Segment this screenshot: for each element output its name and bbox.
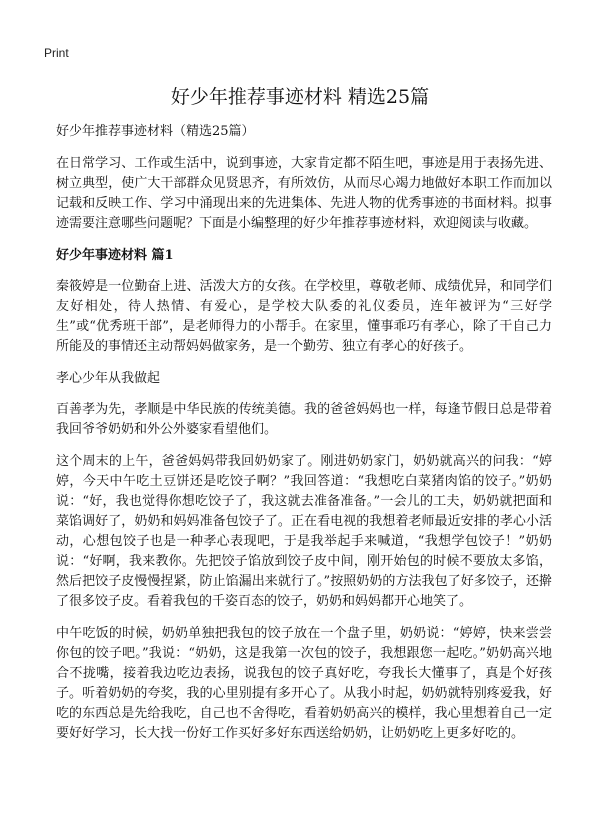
- article-body: [56, 122, 552, 756]
- print-link[interactable]: Print: [44, 46, 69, 60]
- article-subtitle: 好少年推荐事迹材料（精选25篇）: [56, 124, 255, 139]
- section-paragraph-4: 中午吃饭的时候，奶奶单独把我包的饺子放在一个盘子里，奶奶说：“婷婷，快来尝尝你包的饺子吧。”我说：“奶奶，这是我第一次包的饺子，我想跟您一起吃。”奶奶高兴地合不拢嘴，接着我边吃边表扬，说我包的饺子真好吃，夸我长大懂事了，真是个好孩子。听着奶奶的夸奖，我的心里别提有多开心了。从我小时起，奶奶就特别疼爱我，好吃的东西总是先给我吃，自己也不舍得吃，看着奶奶高兴的模样，我心里想着自己一定要好好学习，长大找一份好工作买好多好东西送给奶奶，让奶奶吃上更多好吃的。: [56, 626, 552, 741]
- section-heading: 好少年事迹材料 篇1: [56, 248, 174, 263]
- section-subheading: 孝心少年从我做起: [56, 371, 161, 386]
- page-title: 好少年推荐事迹材料 精选25篇: [170, 86, 430, 108]
- section-paragraph-3: 这个周末的上午，爸爸妈妈带我回奶奶家了。刚进奶奶家门，奶奶就高兴的问我：“婷婷，今天中午吃土豆饼还是吃饺子啊？”我回答道：“我想吃白菜猪肉馅的饺子。”奶奶说：“好，我也觉得你想吃饺子了，我这就去准备准备。”一会儿的工夫，奶奶就把面和菜馅调好了，奶奶和妈妈准备包饺子了。正在看电视的我想着老师最近安排的孝心小活动，心想包饺子也是一种孝心表现吧，于是我举起手来喊道，“我想学包饺子！”奶奶说：“好啊，我来教你。先把饺子馅放到饺子皮中间，刚开始包的时候不要放太多馅，然后把饺子皮慢慢捏紧，防止馅漏出来就行了。”按照奶奶的方法我包了好多饺子，还擀了很多饺子皮。看着我包的千姿百态的饺子，奶奶和妈妈都开心地笑了。: [56, 454, 552, 609]
- section-paragraph-1: 秦筱婷是一位勤奋上进、活泼大方的女孩。在学校里，尊敬老师、成绩优异，和同学们友好相处，待人热情、有爱心，是学校大队委的礼仪委员，连年被评为“三好学生”或“优秀班干部”，是老师得力的小帮手。在家里，懂事乖巧有孝心，除了干自己力所能及的事情还主动帮妈妈做家务，是一个勤劳、独立有孝心的好孩子。: [56, 279, 552, 354]
- section-paragraph-2: 百善孝为先，孝顺是中华民族的传统美德。我的爸爸妈妈也一样，每逢节假日总是带着我回爷爷奶奶和外公外婆家看望他们。: [56, 402, 552, 437]
- intro-paragraph: 在日常学习、工作或生活中，说到事迹，大家肯定都不陌生吧，事迹是用于表扬先进、树立典型，使广大干部群众见贤思齐，有所效仿，从而尽心竭力地做好本职工作而加以记载和反映工作、学习中涌现出来的先进集体、先进人物的优秀事迹的书面材料。拟事迹需要注意哪些问题呢？下面是小编整理的好少年推荐事迹材料，欢迎阅读与收藏。: [56, 156, 552, 231]
